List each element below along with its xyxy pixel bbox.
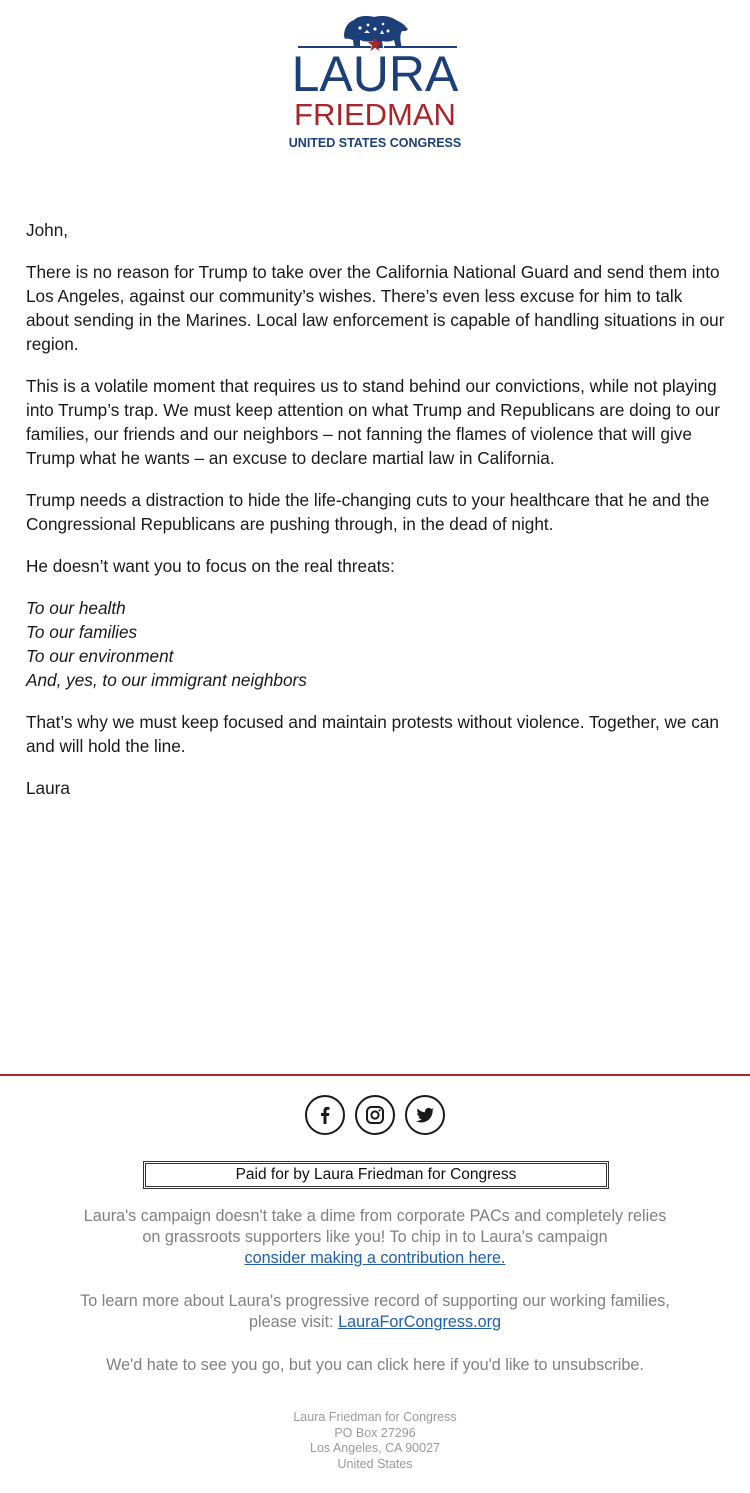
closing-paragraph: That’s why we must keep focused and maintain protests without violence. Together, we can and will hold the line. [26, 712, 719, 756]
address-name: Laura Friedman for Congress [293, 1410, 457, 1424]
instagram-icon [365, 1105, 385, 1125]
facebook-button[interactable] [305, 1095, 345, 1135]
threat-item: And, yes, to our immigrant neighbors [26, 670, 307, 690]
contribution-link[interactable]: consider making a contribution here. [244, 1249, 506, 1267]
logo-subtitle: UNITED STATES CONGRESS [288, 136, 462, 150]
logo-first-name: LAURA [291, 46, 459, 102]
letter-body [26, 218, 726, 818]
instagram-button[interactable] [355, 1095, 395, 1135]
threats-list [26, 596, 726, 692]
paragraph-2: This is a volatile moment that requires us to stand behind our convictions, while not playing into Trump’s trap. We must keep attention on what Trump and Republicans are doing to our families, our friends and our neighbors – not fanning the flames of violence that will give Trump what he wants – an excuse to declare martial law in California. [26, 376, 720, 468]
address-country: United States [337, 1456, 413, 1471]
address-city: Los Angeles, CA 90027 [310, 1441, 440, 1455]
website-link[interactable]: LauraForCongress.org [338, 1313, 501, 1331]
campaign-funding-note [80, 1206, 670, 1269]
social-links [0, 1095, 750, 1135]
footer-divider [0, 1074, 750, 1076]
paragraph-1: There is no reason for Trump to take over the California National Guard and send them into Los Angeles, against our community’s wishes. There’s even less excuse for him to talk about sending in the Marines. Local law enforcement is capable of handling situations in our region. [26, 262, 725, 354]
learn-more-note [80, 1291, 670, 1333]
logo-last-name: FRIEDMAN [294, 97, 456, 132]
paragraph-3: Trump needs a distraction to hide the life-changing cuts to your healthcare that he and the Congressional Republicans are pushing through, in the dead of night. [26, 490, 710, 534]
threat-item: To our families [26, 622, 138, 642]
greeting: John, [26, 220, 69, 240]
twitter-icon [415, 1105, 435, 1125]
campaign-funding-text: Laura's campaign doesn't take a dime from corporate PACs and completely relies on grassroots supporters like you! To chip in to Laura's campaign [83, 1207, 667, 1246]
learn-more-text: To learn more about Laura's progressive record of supporting our working families, please visit: [80, 1292, 670, 1331]
paid-for-disclaimer: Paid for by Laura Friedman for Congress [143, 1161, 609, 1189]
signature: Laura [26, 778, 70, 798]
mailing-address [0, 1410, 750, 1472]
address-po-box: PO Box 27296 [334, 1425, 416, 1440]
paragraph-4: He doesn’t want you to focus on the real threats: [26, 556, 395, 576]
twitter-button[interactable] [405, 1095, 445, 1135]
unsubscribe-link[interactable]: We'd hate to see you go, but you can click here if you'd like to unsubscribe. [106, 1356, 644, 1374]
threat-item: To our health [26, 598, 126, 618]
facebook-icon [315, 1105, 335, 1125]
threat-item: To our environment [26, 646, 174, 666]
